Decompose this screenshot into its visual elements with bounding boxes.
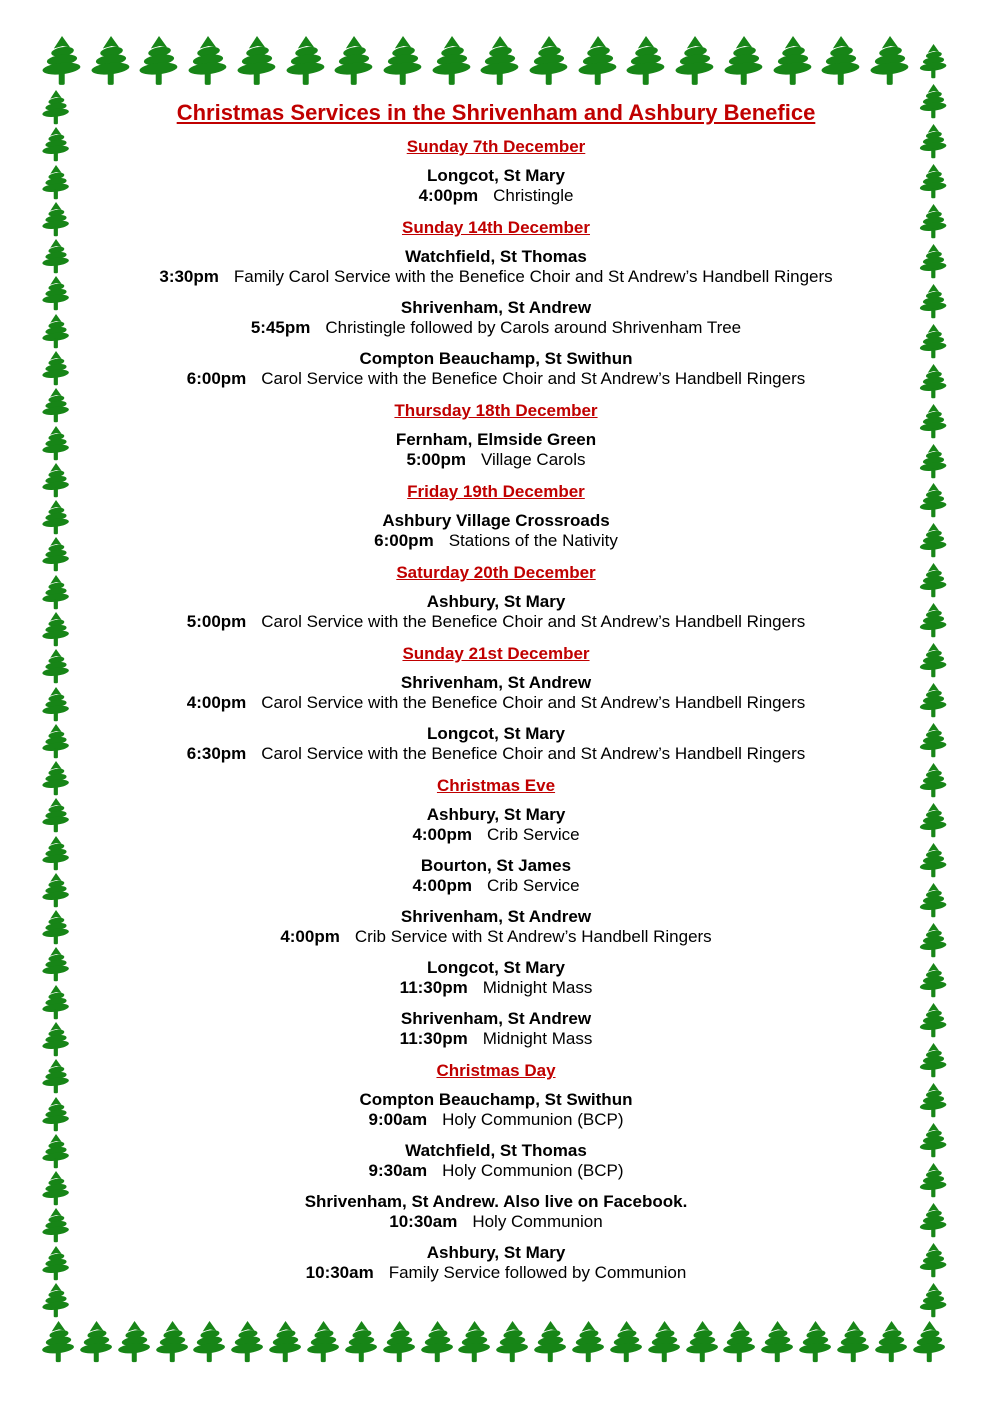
christmas-tree-icon [87, 36, 135, 86]
service-description: Family Service followed by Communion [388, 1263, 687, 1282]
service-location: Compton Beauchamp, St Swithun [359, 1090, 633, 1109]
section-heading: Saturday 20th December [396, 563, 596, 582]
christmas-tree-icon [381, 1321, 418, 1363]
service-description: Christingle followed by Carols around Shrivenham Tree [325, 318, 742, 337]
service-time: 4:00pm [280, 927, 340, 946]
christmas-tree-icon [305, 1321, 342, 1363]
christmas-tree-icon [915, 324, 952, 359]
service-entry [103, 1009, 889, 1049]
christmas-tree-icon [456, 1321, 493, 1363]
christmas-tree-icon [37, 1097, 75, 1132]
service-time: 4:00pm [412, 876, 472, 895]
service-time-line [103, 369, 889, 389]
christmas-tree-icon [759, 1321, 796, 1363]
christmas-tree-icon [116, 1321, 153, 1363]
service-time-line [103, 744, 889, 764]
service-location: Ashbury Village Crossroads [382, 511, 610, 530]
christmas-tree-icon [915, 84, 952, 119]
christmas-tree-icon [915, 843, 952, 878]
page-title: Christmas Services in the Shrivenham and Ashbury Benefice [176, 100, 816, 125]
christmas-tree-icon [494, 1321, 531, 1363]
service-time: 10:30am [389, 1212, 458, 1231]
christmas-tree-icon [330, 36, 378, 86]
service-entry [103, 592, 889, 632]
christmas-tree-icon [915, 603, 952, 638]
christmas-tree-icon [915, 1043, 952, 1078]
service-description: Carol Service with the Benefice Choir and St Andrew’s Handbell Ringers [261, 744, 806, 763]
service-location: Ashbury, St Mary [426, 805, 566, 824]
service-location: Ashbury, St Mary [426, 592, 566, 611]
service-time-line [103, 1110, 889, 1130]
christmas-tree-icon [525, 36, 573, 86]
service-time: 4:00pm [186, 693, 247, 712]
service-entry [103, 673, 889, 713]
christmas-tree-icon [37, 127, 75, 162]
service-description: Holy Communion (BCP) [442, 1110, 624, 1129]
christmas-tree-icon [873, 1321, 910, 1363]
service-time: 5:00pm [186, 612, 247, 631]
christmas-tree-icon [915, 444, 952, 479]
service-entry [103, 298, 889, 338]
christmas-tree-icon [915, 643, 952, 678]
christmas-tree-icon [911, 1321, 948, 1363]
christmas-tree-icon [915, 1123, 952, 1158]
christmas-tree-icon [37, 537, 75, 572]
service-entry [103, 511, 889, 551]
service-entry [103, 805, 889, 845]
service-entry [103, 1192, 889, 1232]
christmas-tree-icon [915, 404, 952, 439]
service-description: Christingle [493, 186, 574, 205]
christmas-tree-icon [915, 963, 952, 998]
service-time: 9:30am [368, 1161, 428, 1180]
service-time-line [103, 1212, 889, 1232]
christmas-tree-icon [37, 1171, 75, 1206]
christmas-tree-icon [37, 612, 75, 647]
christmas-tree-icon [574, 36, 622, 86]
service-description: Holy Communion [472, 1212, 603, 1231]
christmas-tree-icon [267, 1321, 304, 1363]
christmas-tree-icon [37, 165, 75, 200]
christmas-tree-icon [37, 873, 75, 908]
service-time-line [103, 612, 889, 632]
service-time: 5:45pm [250, 318, 311, 337]
christmas-tree-icon [915, 164, 952, 199]
tree-border-left [37, 90, 77, 1318]
christmas-tree-icon [343, 1321, 380, 1363]
christmas-tree-icon [570, 1321, 607, 1363]
service-location: Longcot, St Mary [427, 958, 565, 977]
christmas-tree-icon [78, 1321, 115, 1363]
service-time: 10:30am [305, 1263, 374, 1282]
service-time: 9:00am [368, 1110, 428, 1129]
christmas-tree-icon [721, 1321, 758, 1363]
christmas-tree-icon [622, 36, 670, 86]
service-time: 6:30pm [186, 744, 247, 763]
service-time-line [103, 1029, 889, 1049]
christmas-tree-icon [191, 1321, 228, 1363]
service-description: Midnight Mass [482, 978, 593, 997]
service-time-line [103, 1161, 889, 1181]
service-description: Midnight Mass [482, 1029, 593, 1048]
christmas-tree-icon [37, 202, 75, 237]
christmas-tree-icon [37, 1059, 75, 1094]
christmas-tree-icon [37, 314, 75, 349]
christmas-tree-icon [915, 1003, 952, 1038]
service-location: Bourton, St James [420, 856, 572, 875]
christmas-tree-icon [38, 36, 86, 86]
christmas-tree-icon [797, 1321, 834, 1363]
christmas-tree-icon [37, 276, 75, 311]
christmas-tree-icon [419, 1321, 456, 1363]
christmas-tree-icon [720, 36, 768, 86]
service-time: 11:30pm [399, 1029, 468, 1048]
service-location: Longcot, St Mary [427, 166, 565, 185]
service-description: Family Carol Service with the Benefice Choir and St Andrew’s Handbell Ringers [233, 267, 833, 286]
christmas-tree-icon [866, 36, 914, 86]
service-entry [103, 166, 889, 206]
christmas-tree-icon [37, 90, 75, 125]
service-sections [103, 137, 889, 1283]
christmas-tree-icon [915, 1203, 952, 1238]
christmas-tree-icon [233, 36, 281, 86]
service-time-line [103, 450, 889, 470]
christmas-tree-icon [37, 1208, 75, 1243]
christmas-tree-icon [37, 761, 75, 796]
christmas-tree-icon [40, 1321, 77, 1363]
christmas-tree-icon [817, 36, 865, 86]
service-entry [103, 724, 889, 764]
section-heading: Sunday 14th December [401, 218, 590, 237]
service-location: Shrivenham, St Andrew [400, 907, 592, 926]
service-description: Crib Service with St Andrew’s Handbell Ringers [354, 927, 712, 946]
service-description: Carol Service with the Benefice Choir and St Andrew’s Handbell Ringers [261, 369, 806, 388]
service-location: Longcot, St Mary [427, 724, 565, 743]
christmas-tree-icon [37, 985, 75, 1020]
christmas-tree-icon [379, 36, 427, 86]
service-time: 6:00pm [374, 531, 434, 550]
christmas-tree-icon [915, 803, 952, 838]
service-entry [103, 1141, 889, 1181]
christmas-tree-icon [915, 1163, 952, 1198]
christmas-tree-icon [37, 836, 75, 871]
service-description: Crib Service [486, 825, 580, 844]
tree-border-bottom [40, 1321, 948, 1365]
service-description: Holy Communion (BCP) [442, 1161, 624, 1180]
christmas-tree-icon [915, 923, 952, 958]
christmas-tree-icon [37, 798, 75, 833]
service-time-line [103, 876, 889, 896]
service-entry [103, 958, 889, 998]
service-entry [103, 247, 889, 287]
christmas-tree-icon [684, 1321, 721, 1363]
tree-border-top [38, 36, 914, 88]
service-time-line [103, 825, 889, 845]
service-time-line [103, 531, 889, 551]
christmas-tree-icon [37, 947, 75, 982]
christmas-tree-icon [37, 500, 75, 535]
service-location: Shrivenham, St Andrew. Also live on Facebook. [304, 1192, 688, 1211]
service-entry [103, 856, 889, 896]
christmas-tree-icon [37, 1022, 75, 1057]
christmas-tree-icon [915, 124, 952, 159]
christmas-tree-icon [769, 36, 817, 86]
christmas-tree-icon [37, 687, 75, 722]
christmas-tree-icon [428, 36, 476, 86]
service-time-line [103, 693, 889, 713]
service-entry [103, 1090, 889, 1130]
section-heading: Sunday 7th December [406, 137, 586, 156]
section-heading: Sunday 21st December [402, 644, 590, 663]
service-time-line [103, 186, 889, 206]
service-description: Carol Service with the Benefice Choir and St Andrew’s Handbell Ringers [261, 612, 806, 631]
christmas-tree-icon [37, 1246, 75, 1281]
service-time: 4:00pm [418, 186, 479, 205]
service-time: 5:00pm [406, 450, 466, 469]
christmas-tree-icon [915, 284, 952, 319]
christmas-tree-icon [37, 1134, 75, 1169]
flyer-content [103, 100, 889, 1294]
service-location: Compton Beauchamp, St Swithun [359, 349, 633, 368]
christmas-tree-icon [37, 388, 75, 423]
service-time-line [103, 978, 889, 998]
christmas-tree-icon [37, 1283, 75, 1318]
christmas-tree-icon [37, 239, 75, 274]
christmas-tree-icon [915, 44, 952, 79]
christmas-tree-icon [915, 244, 952, 279]
service-time: 4:00pm [412, 825, 472, 844]
christmas-tree-icon [37, 649, 75, 684]
christmas-tree-icon [915, 1283, 952, 1318]
section-heading: Christmas Day [436, 1061, 556, 1080]
tree-border-right [915, 44, 955, 1318]
service-location: Watchfield, St Thomas [405, 1141, 587, 1160]
service-description: Carol Service with the Benefice Choir and St Andrew’s Handbell Ringers [261, 693, 806, 712]
service-description: Crib Service [486, 876, 580, 895]
service-time-line [103, 927, 889, 947]
christmas-tree-icon [915, 1083, 952, 1118]
service-location: Shrivenham, St Andrew [400, 298, 592, 317]
section-heading: Thursday 18th December [394, 401, 598, 420]
christmas-tree-icon [915, 1243, 952, 1278]
service-entry [103, 1243, 889, 1283]
section-heading: Friday 19th December [407, 482, 585, 501]
christmas-tree-icon [37, 910, 75, 945]
christmas-tree-icon [37, 426, 75, 461]
service-time: 3:30pm [159, 267, 219, 286]
christmas-tree-icon [915, 483, 952, 518]
service-time-line [103, 1263, 889, 1283]
christmas-tree-icon [37, 575, 75, 610]
service-location: Ashbury, St Mary [426, 1243, 566, 1262]
christmas-tree-icon [282, 36, 330, 86]
christmas-tree-icon [608, 1321, 645, 1363]
christmas-tree-icon [915, 883, 952, 918]
service-location: Shrivenham, St Andrew [400, 1009, 592, 1028]
service-entry [103, 349, 889, 389]
christmas-tree-icon [915, 364, 952, 399]
christmas-tree-icon [532, 1321, 569, 1363]
christmas-tree-icon [37, 463, 75, 498]
christmas-tree-icon [37, 351, 75, 386]
christmas-tree-icon [915, 204, 952, 239]
service-location: Watchfield, St Thomas [405, 247, 587, 266]
service-description: Stations of the Nativity [448, 531, 618, 550]
service-time-line [103, 318, 889, 338]
service-entry [103, 430, 889, 470]
christmas-tree-icon [184, 36, 232, 86]
service-description: Village Carols [480, 450, 586, 469]
christmas-tree-icon [915, 683, 952, 718]
service-entry [103, 907, 889, 947]
christmas-tree-icon [154, 1321, 191, 1363]
christmas-tree-icon [671, 36, 719, 86]
service-time-line [103, 267, 889, 287]
section-heading: Christmas Eve [436, 776, 556, 795]
christmas-tree-icon [476, 36, 524, 86]
service-location: Shrivenham, St Andrew [400, 673, 592, 692]
christmas-tree-icon [915, 563, 952, 598]
christmas-tree-icon [915, 523, 952, 558]
christmas-tree-icon [229, 1321, 266, 1363]
christmas-tree-icon [646, 1321, 683, 1363]
service-time: 6:00pm [186, 369, 247, 388]
christmas-tree-icon [915, 723, 952, 758]
christmas-tree-icon [835, 1321, 872, 1363]
christmas-tree-icon [135, 36, 183, 86]
service-location: Fernham, Elmside Green [395, 430, 597, 449]
christmas-tree-icon [915, 763, 952, 798]
christmas-tree-icon [37, 724, 75, 759]
service-time: 11:30pm [399, 978, 468, 997]
